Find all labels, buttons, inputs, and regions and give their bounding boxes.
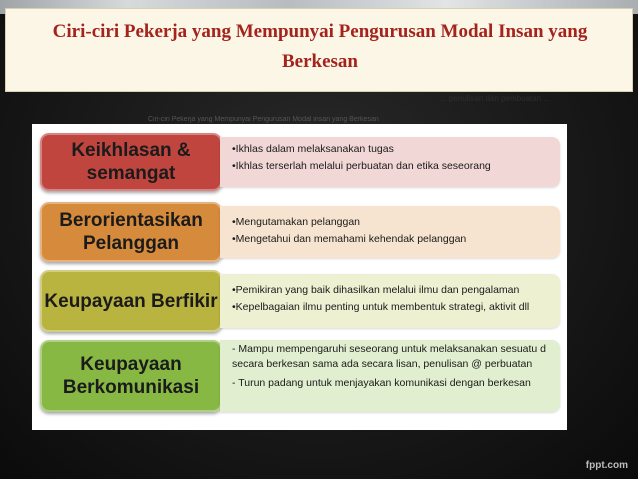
trait-description — [220, 340, 560, 412]
title-bar — [5, 8, 633, 92]
panel-caption: Ciri-ciri Pekerja yang Mempunyai Pengurusan Modal insan yang Berkesan — [148, 116, 379, 123]
slide-title: Ciri-ciri Pekerja yang Mempunyai Pengurusan Modal Insan yang Berkesan — [52, 21, 588, 72]
trait-row-berkomunikasi — [40, 340, 562, 412]
content-panel — [32, 116, 567, 430]
trait-description — [220, 137, 560, 187]
description-line: •Ikhlas dalam melaksanakan tugas — [232, 143, 394, 155]
trait-description — [220, 274, 560, 328]
description-line: •Pemikiran yang baik dihasilkan melalui ilmu dan pengalaman — [232, 284, 520, 296]
fppt-logo: fppt.com — [585, 460, 628, 471]
background-faint-text: ... penulisan dan pembuatan ... — [440, 94, 550, 103]
description-line: •Mengutamakan pelanggan — [232, 216, 361, 228]
trait-label: Berorientasikan Pelanggan — [40, 202, 222, 262]
description-line: - Mampu mempengaruhi seseorang untuk melaksanakan sesuatu d secara berkesan sama ada secara lisan, penulisan @ perbuatan — [232, 343, 547, 370]
trait-label: Keupayaan Berfikir — [40, 270, 222, 332]
trait-description — [220, 206, 560, 258]
description-line: •Ikhlas terserlah melalui perbuatan dan etika seseorang — [232, 160, 491, 172]
trait-row-pelanggan — [40, 202, 562, 262]
trait-label: Keikhlasan & semangat — [40, 133, 222, 191]
description-line: - Turun padang untuk menjayakan komunikasi dengan berkesan — [232, 377, 531, 389]
description-line: •Kepelbagaian ilmu penting untuk membentuk strategi, aktivit dll — [232, 301, 530, 313]
trait-row-keikhlasan — [40, 133, 562, 191]
trait-row-berfikir — [40, 270, 562, 332]
description-line: •Mengetahui dan memahami kehendak pelanggan — [232, 233, 467, 245]
trait-label: Keupayaan Berkomunikasi — [40, 340, 222, 412]
